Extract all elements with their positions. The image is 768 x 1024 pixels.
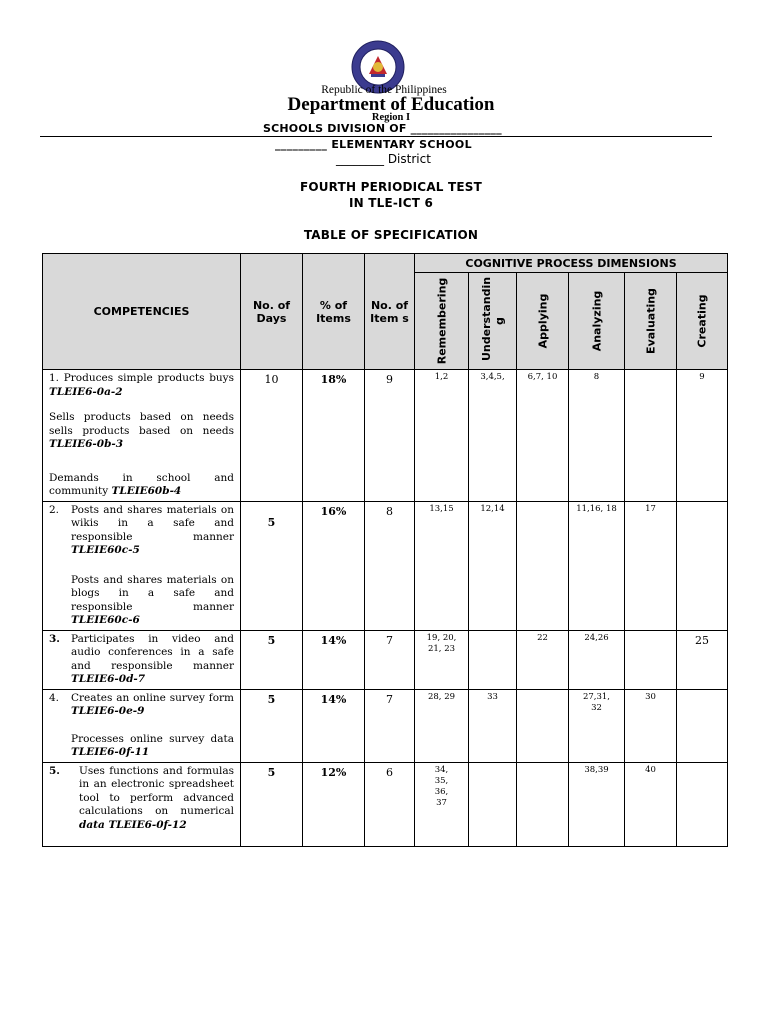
table-row bbox=[43, 630, 728, 689]
region-label: Region I bbox=[371, 112, 411, 123]
days-cell: 10 bbox=[241, 370, 303, 502]
analyzing-cell: 8 bbox=[569, 370, 625, 502]
remembering-cell: 13,15 bbox=[415, 501, 469, 630]
days-cell: 5 bbox=[241, 689, 303, 762]
republic-title: Republic of the Philippines bbox=[321, 84, 447, 96]
days-cell: 5 bbox=[241, 501, 303, 630]
table-row bbox=[43, 689, 728, 762]
department-title: Department of Education bbox=[287, 94, 495, 115]
header-evaluating: Evaluating bbox=[625, 273, 677, 370]
header-applying: Applying bbox=[517, 273, 569, 370]
remembering-cell: 34, 35, 36, 37 bbox=[415, 762, 469, 846]
header-analyzing: Analyzing bbox=[569, 273, 625, 370]
header-percent: % of Items bbox=[303, 254, 365, 370]
competency-cell: 2. Posts and shares materials on wikis in a safe and responsible manner TLEIE60c-5 Posts and shares materials on blogs in a safe and responsible manner TLEIE60c-6 bbox=[43, 501, 241, 630]
items-cell: 7 bbox=[365, 630, 415, 689]
applying-cell: 6,7, 10 bbox=[517, 370, 569, 502]
analyzing-cell: 24,26 bbox=[569, 630, 625, 689]
evaluating-cell: 30 bbox=[625, 689, 677, 762]
days-cell: 5 bbox=[241, 630, 303, 689]
items-cell: 8 bbox=[365, 501, 415, 630]
items-cell: 6 bbox=[365, 762, 415, 846]
applying-cell: 22 bbox=[517, 630, 569, 689]
percent-cell: 12% bbox=[303, 762, 365, 846]
test-title: FOURTH PERIODICAL TEST bbox=[299, 180, 483, 194]
applying-cell bbox=[517, 501, 569, 630]
creating-cell bbox=[677, 762, 728, 846]
competency-cell: 4. Creates an online survey form TLEIE6-0e-9 Processes online survey data TLEIE6-0f-11 bbox=[43, 689, 241, 762]
creating-cell: 9 bbox=[677, 370, 728, 502]
header-divider bbox=[40, 136, 712, 137]
analyzing-cell: 38,39 bbox=[569, 762, 625, 846]
header-creating: Creating bbox=[677, 273, 728, 370]
table-title: TABLE OF SPECIFICATION bbox=[303, 228, 479, 242]
creating-cell bbox=[677, 689, 728, 762]
days-cell: 5 bbox=[241, 762, 303, 846]
percent-cell: 18% bbox=[303, 370, 365, 502]
table-row bbox=[43, 501, 728, 630]
evaluating-cell bbox=[625, 630, 677, 689]
header-competencies: COMPETENCIES bbox=[43, 254, 241, 370]
division-label: SCHOOLS DIVISION OF ________________ bbox=[263, 122, 502, 135]
items-cell: 7 bbox=[365, 689, 415, 762]
evaluating-cell bbox=[625, 370, 677, 502]
header-remembering: Remembering bbox=[415, 273, 469, 370]
competency-cell: 1. Produces simple products buys TLEIE6-0a-2 Sells products based on needs sells products based on needs TLEIE6-0b-3 Demands in school and community TLEIE60b-4 bbox=[43, 370, 241, 502]
evaluating-cell: 17 bbox=[625, 501, 677, 630]
remembering-cell: 28, 29 bbox=[415, 689, 469, 762]
evaluating-cell: 40 bbox=[625, 762, 677, 846]
school-name: _________ ELEMENTARY SCHOOL bbox=[275, 138, 472, 151]
remembering-cell: 19, 20, 21, 23 bbox=[415, 630, 469, 689]
understanding-cell: 12,14 bbox=[469, 501, 517, 630]
competency-cell: 5. Uses functions and formulas in an electronic spreadsheet tool to perform advanced calculations on numerical data TLEIE6-0f-12 bbox=[43, 762, 241, 846]
district-label: ________ District bbox=[336, 152, 431, 166]
header-understanding: Understandin g bbox=[469, 273, 517, 370]
test-subject: IN TLE-ICT 6 bbox=[348, 196, 434, 210]
creating-cell bbox=[677, 501, 728, 630]
understanding-cell bbox=[469, 762, 517, 846]
understanding-cell bbox=[469, 630, 517, 689]
table-row bbox=[43, 370, 728, 502]
percent-cell: 16% bbox=[303, 501, 365, 630]
header-cognitive: COGNITIVE PROCESS DIMENSIONS bbox=[415, 254, 728, 273]
remembering-cell: 1,2 bbox=[415, 370, 469, 502]
percent-cell: 14% bbox=[303, 630, 365, 689]
header-items: No. of Item s bbox=[365, 254, 415, 370]
understanding-cell: 33 bbox=[469, 689, 517, 762]
creating-cell: 25 bbox=[677, 630, 728, 689]
header-days: No. of Days bbox=[241, 254, 303, 370]
understanding-cell: 3,4,5, bbox=[469, 370, 517, 502]
table-row bbox=[43, 762, 728, 846]
applying-cell bbox=[517, 689, 569, 762]
items-cell: 9 bbox=[365, 370, 415, 502]
applying-cell bbox=[517, 762, 569, 846]
analyzing-cell: 11,16, 18 bbox=[569, 501, 625, 630]
analyzing-cell: 27,31, 32 bbox=[569, 689, 625, 762]
competency-cell: 3. Participates in video and audio conferences in a safe and responsible manner TLEIE6-0d-7 bbox=[43, 630, 241, 689]
percent-cell: 14% bbox=[303, 689, 365, 762]
specification-table bbox=[42, 253, 728, 847]
